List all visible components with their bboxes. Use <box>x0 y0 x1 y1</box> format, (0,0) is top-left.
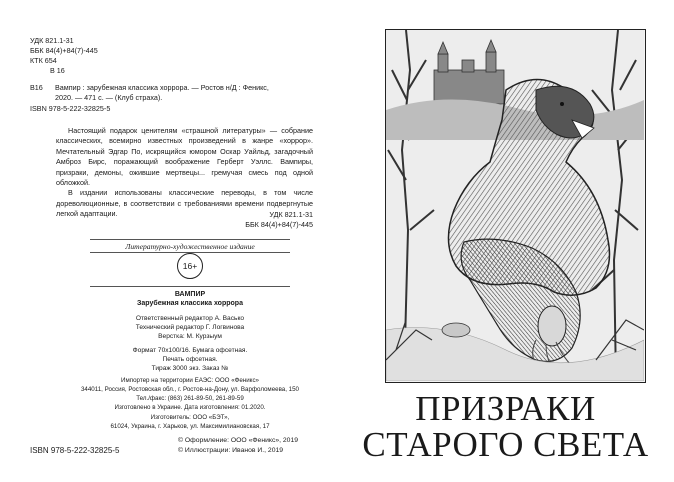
bear-illustration <box>386 30 644 381</box>
annotation-paragraph: В издании использованы классические переводы, в том числе дореволюционные, в соответствии с требованиями времени подвергнутые легкой адаптации. <box>56 188 313 219</box>
biblio-isbn: ISBN 978-5-222-32825-5 <box>30 103 111 113</box>
repeat-codes <box>245 210 313 231</box>
annotation-paragraph: Настоящий подарок ценителям «страшной литературы» — собрание классических, всемирно известных произведений в жанре «хоррор». Мечтательный Эдгар По, искрящийся юмором Оскар Уайльд, загадочный Амброз Бирс, поражающий воображение Герберт Уэллс. Вампиры, призраки, демоны, ожившие мертвецы... гремучая смесь под одной обложкой. <box>56 126 313 188</box>
book-title: ВАМПИР <box>174 291 206 298</box>
illustration <box>385 29 646 383</box>
print-info-line: Формат 70х100/16. Бумага офсетная. <box>132 347 248 354</box>
divider-top <box>90 239 290 240</box>
biblio-line-2: 2020. — 471 с. — (Клуб страха). <box>55 93 163 103</box>
biblio-lead: В16 <box>30 83 43 92</box>
importer-line: Импортер на территории ЕАЭС: ООО «Феникс» <box>121 377 259 384</box>
copyright-line: © Иллюстрации: Иванов И., 2019 <box>178 446 284 454</box>
importer-line: 344011, Россия, Ростовская обл., г. Ростов-на-Дону, ул. Варфоломеева, 150 <box>80 386 299 393</box>
print-info-line: Печать офсетная. <box>162 356 218 364</box>
classification-codes <box>30 36 98 76</box>
cover-title-line-2: СТАРОГО СВЕТА <box>362 425 649 464</box>
editor-line: Ответственный редактор А. Васько <box>135 315 245 322</box>
manufacturer-line: Изготовитель: ООО «БЭТ», <box>150 414 230 421</box>
copyright-block <box>178 436 298 455</box>
age-rating <box>160 253 220 279</box>
ktk-code: КТК 654 <box>30 56 57 65</box>
udk-code-right: УДК 821.1-31 <box>269 210 313 219</box>
bbk-code: ББК 84(4)+84(7)-445 <box>30 46 98 55</box>
right-page <box>337 0 674 482</box>
series-subtitle: Зарубежная классика хоррора <box>137 300 243 308</box>
divider-age <box>90 286 290 287</box>
genre-label: Литературно-художественное издание <box>125 242 255 251</box>
manufacturer-line: 61024, Украина, г. Харьков, ул. Максимилиановская, 17 <box>110 423 270 430</box>
udk-code: УДК 821.1-31 <box>30 36 74 45</box>
age-rating-badge: 16+ <box>177 253 203 279</box>
importer-line: Изготовлено в Украине. Дата изготовления: 01.2020. <box>114 404 266 411</box>
print-info-line: Тираж 3000 экз. Заказ № <box>151 365 229 373</box>
editor-line: Верстка: М. Курзыум <box>158 333 222 341</box>
book-heading <box>60 290 320 308</box>
bbk-code-right: ББК 84(4)+84(7)-445 <box>245 220 313 230</box>
importer-block <box>60 376 320 412</box>
copyright-line: © Оформление: ООО «Феникс», 2019 <box>178 437 299 444</box>
biblio-line-1: Вампир : зарубежная классика хоррора. — Ростов н/Д : Феникс, <box>55 83 269 92</box>
annotation <box>56 126 313 220</box>
bibliographic-record <box>30 83 313 114</box>
print-info-block <box>60 346 320 374</box>
cover-title-line-1: ПРИЗРАКИ <box>415 389 596 428</box>
editors-block <box>60 314 320 342</box>
editor-line: Технический редактор Г. Логвинова <box>135 324 245 332</box>
manufacturer-block <box>60 413 320 431</box>
author-mark: В 16 <box>50 66 65 75</box>
isbn-bottom: ISBN 978-5-222-32825-5 <box>30 446 120 455</box>
importer-line: Тел./факс: (863) 261-89-50, 261-89-59 <box>136 395 244 402</box>
